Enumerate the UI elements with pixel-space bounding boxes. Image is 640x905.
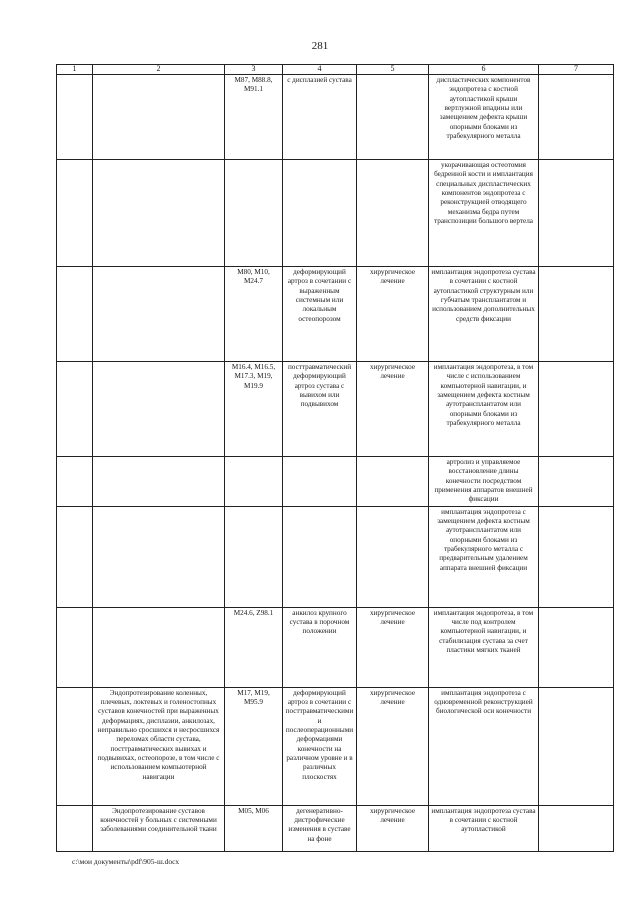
- cell-extra: [539, 687, 614, 805]
- cell-technology-name: [93, 506, 225, 607]
- cell-diagnosis-codes: M80, M10, M24.7: [225, 266, 283, 361]
- table-row: [57, 74, 614, 159]
- cell-treatment-method: имплантация эндопротеза с замещением дефекта костным аутотрансплантатом или опорными блоками из трабекулярного металла с предварительным удалением аппарата внешней фиксации: [429, 506, 539, 607]
- cell-diagnosis-codes: M16.4, M16.5, M17.3, M19, M19.9: [225, 361, 283, 456]
- cell-extra: [539, 607, 614, 687]
- cell-treatment-method: диспластических компонентов эндопротеза с костной аутопластикой крыши вертлужной впадины или замещением дефекта крыши опорными блоками из трабекулярного металла: [429, 74, 539, 159]
- column-number-2: 2: [93, 65, 225, 75]
- cell-patient-model: [283, 159, 357, 266]
- table-row: [57, 159, 614, 266]
- table-header-row: [57, 65, 614, 75]
- cell-technology-name: Эндопротезирование коленных, плечевых, локтевых и голеностопных суставов конечностей при выраженных деформациях, дисплазии, анкилозах, неправильно сросшихся и несросшихся переломах области сустава, посттравматических вывихах и подвывихах, остеопорозе, в том числе с использованием компьютерной навигации: [93, 687, 225, 805]
- cell-extra: [539, 361, 614, 456]
- cell-technology-name: Эндопротезирование суставов конечностей у больных с системными заболеваниями соединительной ткани: [93, 805, 225, 851]
- cell-diagnosis-codes: M05, M06: [225, 805, 283, 851]
- cell-number: [57, 687, 93, 805]
- cell-patient-model: деформирующий артроз в сочетании с посттравматическими и послеоперационными деформациями конечности на различном уровне и в различных плоскостях: [283, 687, 357, 805]
- file-path-footer: c:\мои документы\pdf\905-ш.docx: [72, 857, 180, 866]
- document-table: [56, 64, 614, 852]
- column-number-6: 6: [429, 65, 539, 75]
- column-number-3: 3: [225, 65, 283, 75]
- cell-extra: [539, 159, 614, 266]
- cell-technology-name: [93, 456, 225, 506]
- cell-diagnosis-codes: M17, M19, M95.9: [225, 687, 283, 805]
- cell-treatment-type: хирургическое лечение: [357, 361, 429, 456]
- cell-treatment-method: укорачивающая остеотомия бедренной кости и имплантация специальных диспластических компонентов эндопротеза с реконструкцией отводящего механизма бедра путем транспозиции большого вертела: [429, 159, 539, 266]
- cell-treatment-type: [357, 74, 429, 159]
- cell-number: [57, 607, 93, 687]
- cell-number: [57, 266, 93, 361]
- cell-number: [57, 805, 93, 851]
- table-row: [57, 456, 614, 506]
- cell-number: [57, 159, 93, 266]
- cell-treatment-method: артролиз и управляемое восстановление длины конечности посредством применения аппаратов внешней фиксации: [429, 456, 539, 506]
- table-row: [57, 506, 614, 607]
- cell-patient-model: дегенеративно-дистрофические изменения в суставе на фоне: [283, 805, 357, 851]
- cell-extra: [539, 506, 614, 607]
- cell-treatment-type: хирургическое лечение: [357, 266, 429, 361]
- cell-diagnosis-codes: [225, 506, 283, 607]
- cell-treatment-method: имплантация эндопротеза с одновременной реконструкцией биологической оси конечности: [429, 687, 539, 805]
- table-row: [57, 687, 614, 805]
- cell-diagnosis-codes: [225, 159, 283, 266]
- cell-number: [57, 74, 93, 159]
- cell-patient-model: [283, 506, 357, 607]
- cell-treatment-method: имплантация эндопротеза сустава в сочетании с костной аутопластикой структурным или губчатым трансплантатом и использованием дополнительных средств фиксации: [429, 266, 539, 361]
- table-row: [57, 266, 614, 361]
- cell-technology-name: [93, 266, 225, 361]
- column-number-5: 5: [357, 65, 429, 75]
- cell-treatment-method: имплантация эндопротеза сустава в сочетании с костной аутопластикой: [429, 805, 539, 851]
- cell-treatment-type: хирургическое лечение: [357, 607, 429, 687]
- cell-treatment-type: [357, 159, 429, 266]
- cell-patient-model: посттравматический деформирующий артроз сустава с вывихом или подвывихом: [283, 361, 357, 456]
- table-row: [57, 361, 614, 456]
- table-row: [57, 607, 614, 687]
- cell-number: [57, 456, 93, 506]
- cell-patient-model: анкилоз крупного сустава в порочном положении: [283, 607, 357, 687]
- cell-diagnosis-codes: M87, M88.8, M91.1: [225, 74, 283, 159]
- cell-patient-model: [283, 456, 357, 506]
- cell-number: [57, 506, 93, 607]
- cell-extra: [539, 74, 614, 159]
- cell-treatment-type: [357, 506, 429, 607]
- column-number-1: 1: [57, 65, 93, 75]
- table-row: [57, 805, 614, 851]
- cell-diagnosis-codes: M24.6, Z98.1: [225, 607, 283, 687]
- column-number-4: 4: [283, 65, 357, 75]
- cell-treatment-method: имплантация эндопротеза, в том числе с использованием компьютерной навигации, и замещением дефекта костным аутотрансплантатом или опорными блоками из трабекулярного металла: [429, 361, 539, 456]
- cell-technology-name: [93, 361, 225, 456]
- cell-treatment-type: хирургическое лечение: [357, 687, 429, 805]
- cell-technology-name: [93, 159, 225, 266]
- cell-extra: [539, 456, 614, 506]
- cell-treatment-method: имплантация эндопротеза, в том числе под контролем компьютерной навигации, и стабилизация сустава за счет пластики мягких тканей: [429, 607, 539, 687]
- cell-treatment-type: хирургическое лечение: [357, 805, 429, 851]
- page-number: 281: [311, 40, 329, 52]
- cell-diagnosis-codes: [225, 456, 283, 506]
- cell-treatment-type: [357, 456, 429, 506]
- cell-technology-name: [93, 607, 225, 687]
- cell-patient-model: с дисплазией сустава: [283, 74, 357, 159]
- cell-extra: [539, 266, 614, 361]
- cell-extra: [539, 805, 614, 851]
- cell-patient-model: деформирующий артроз в сочетании с выраженным системным или локальным остеопорозом: [283, 266, 357, 361]
- cell-technology-name: [93, 74, 225, 159]
- cell-number: [57, 361, 93, 456]
- column-number-7: 7: [539, 65, 614, 75]
